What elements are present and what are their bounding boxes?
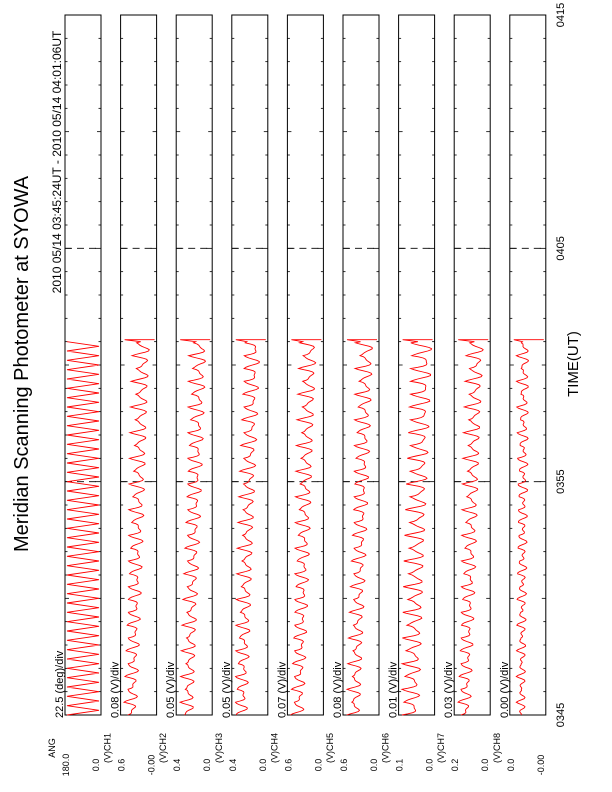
panel-scale-label: 0.05 (V)/div	[165, 661, 178, 718]
panel-ch4	[269, 15, 323, 771]
panel-ymax-label: 180.0	[61, 753, 71, 777]
panel-frame	[399, 15, 435, 715]
x-axis-label: TIME(UT)	[565, 331, 582, 397]
panel-ymax-label: 0.6	[116, 758, 127, 772]
panel-ymax-label: 0.4	[227, 758, 238, 772]
series-trace-ch1	[124, 340, 155, 715]
panel-scale-label: 0.08 (V)/div	[332, 661, 344, 718]
panel-channel-label: (V)CH4	[269, 732, 280, 764]
panel-ch5	[325, 15, 379, 771]
panel-ymin-label: 0.0	[424, 758, 435, 772]
x-tick-label: 0405	[554, 236, 567, 261]
panel-ymax-label: 0.1	[394, 758, 405, 772]
series-trace-ch7	[458, 340, 488, 715]
panel-ymin-label: 0.0	[257, 758, 268, 772]
panel-scale-label: 0.08 (V)/div	[109, 661, 122, 718]
panel-frame	[454, 15, 490, 715]
panel-ymin-label: 0.0	[480, 758, 491, 772]
panel-scale-label: 0.01 (V)/div	[387, 661, 400, 718]
panel-scale-label: 0.00 (V)/div	[498, 661, 511, 718]
panel-channel-label: ANG	[47, 738, 57, 758]
x-tick-label: 0415	[554, 2, 567, 28]
panel-frame	[343, 15, 379, 715]
panel-scale-label: 0.07 (V)/div	[276, 661, 289, 718]
panel-frame	[232, 15, 268, 715]
panel-ymax-label: 0.6	[283, 758, 294, 772]
panel-channel-label: (V)CH2	[158, 732, 169, 764]
panel-channel-label: (V)CH5	[325, 732, 335, 764]
panel-frame	[510, 15, 546, 715]
x-tick-label: 0345	[554, 702, 567, 728]
series-trace-ang	[67, 342, 99, 715]
panel-ymax-label: 0.6	[339, 758, 349, 772]
panel-ymin-label: -0.00	[535, 754, 546, 776]
panel-channel-label: (V)CH8	[491, 732, 502, 764]
panel-channel-label: (V)CH3	[213, 732, 224, 764]
panel-ymax-label: 0.0	[505, 758, 516, 772]
panel-frame	[287, 15, 323, 715]
panel-ymin-label: -0.00	[146, 754, 157, 776]
panel-frame	[121, 15, 157, 715]
panel-channel-label: (V)CH7	[436, 732, 447, 764]
series-trace-ch2	[180, 340, 210, 715]
series-trace-ch8	[514, 340, 544, 715]
series-trace-ch6	[402, 340, 433, 715]
series-trace-ch3	[236, 340, 266, 715]
panel-scale-label: 0.03 (V)/div	[443, 661, 456, 718]
x-tick-label: 0355	[554, 469, 567, 494]
panel-ch1	[103, 15, 157, 775]
panel-ch8	[492, 15, 546, 775]
series-trace-ch5	[347, 340, 377, 715]
panel-ch7	[436, 15, 490, 771]
panel-ymin-label: 0.0	[202, 758, 213, 772]
panel-ch6	[381, 15, 435, 771]
panel-scale-label: 22.5 (deg)/div	[54, 650, 66, 718]
panel-ymin-label: 0.0	[91, 758, 101, 772]
panel-ymin-label: 0.0	[313, 758, 324, 772]
chart-title: Meridian Scanning Photometer at SYOWA	[11, 175, 33, 553]
panel-ch3	[214, 15, 268, 771]
panel-ymin-label: 0.0	[369, 758, 379, 772]
series-trace-ch4	[291, 340, 322, 715]
panel-ymax-label: 0.2	[450, 758, 461, 772]
panel-ymax-label: 0.4	[172, 758, 183, 772]
panel-channel-label: (V)CH1	[102, 732, 113, 764]
panel-frame	[176, 15, 212, 715]
panel-scale-label: 0.05 (V)/div	[220, 661, 233, 718]
panel-channel-label: (V)CH6	[380, 732, 391, 764]
panel-ch2	[158, 15, 212, 771]
chart-subtitle: 2010 05/14 03:45:24UT - 2010 05/14 04:01:06UT	[50, 30, 64, 294]
